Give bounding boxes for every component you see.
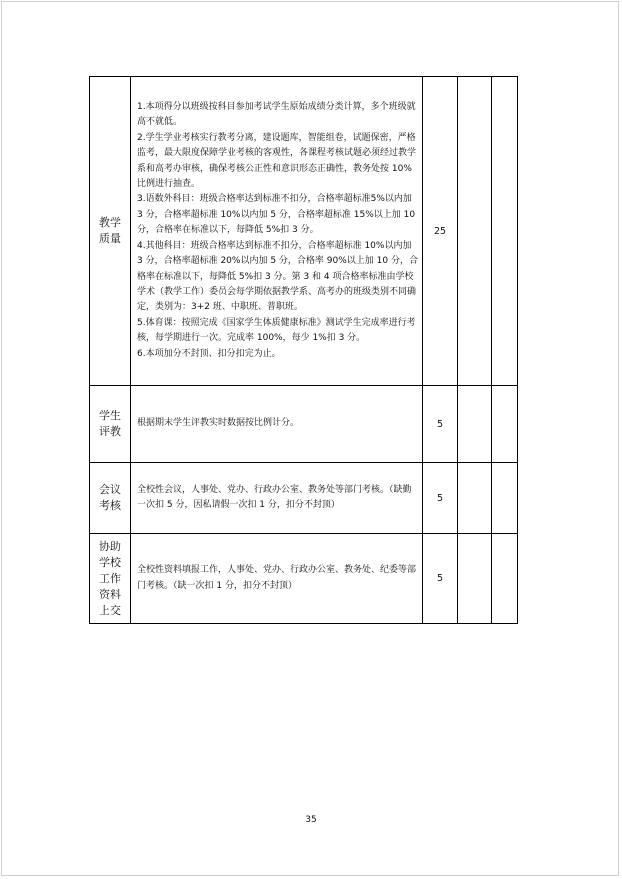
category-text: 会议 — [99, 483, 121, 496]
category-cell — [90, 534, 131, 624]
category-text: 上交 — [99, 603, 121, 617]
category-cell — [90, 77, 131, 386]
criteria-cell — [131, 463, 423, 534]
empty-cell — [458, 463, 492, 534]
category-text: 考核 — [99, 499, 121, 512]
category-text: 质量 — [99, 232, 121, 245]
score-cell: 25 — [423, 77, 458, 386]
criteria-cell — [131, 534, 423, 624]
assessment-table — [89, 76, 518, 624]
criteria-item: 4.其他科目：班级合格率达到标准不扣分，合格率超标准 10%以内加 3 分，合格率超标准 20%以内加 5 分，合格率 90%以上加 10 分，合格率在标准以下，每降低 5%扣 3 分。第 3 和 4 项合格率标准由学校学术（教学工作）委员会每学期依据教学系、高考办的班级类别不同确定，类别为：3+2 班、中职班、普职班。 — [137, 240, 418, 313]
criteria-item: 6.本项加分不封顶、扣分扣完为止。 — [137, 348, 281, 359]
criteria-cell — [131, 77, 423, 386]
criteria-item: 5.体育课：按照完成《国家学生体质健康标准》测试学生完成率进行考核，每学期进行一次。完成率 100%，每少 1%扣 3 分。 — [137, 317, 416, 344]
empty-cell — [492, 534, 518, 624]
page-number: 35 — [305, 815, 317, 825]
category-text: 学生 — [99, 409, 121, 422]
criteria-item: 2.学生学业考核实行教考分离，建设题库，智能组卷，试题保密，严格监考，最大限度保障学业考核的客观性，各课程考核试题必须经过教学系和高考办审核，确保考核公正性和意识形态正确性，教务处按 10%比例进行抽查。 — [137, 132, 417, 190]
criteria-cell — [131, 386, 423, 463]
empty-cell — [458, 534, 492, 624]
table-row — [90, 463, 518, 534]
criteria-item: 1.本项得分以班级按科目参加考试学生原始成绩分类计算，多个班级就高不就低。 — [137, 102, 416, 128]
criteria-item: 全校性资料填报工作，人事处、党办、行政办公室、教务处、纪委等部门考核。（缺一次扣 1 分，扣分不封顶） — [137, 565, 417, 591]
score-cell: 5 — [423, 534, 458, 624]
criteria-item: 全校性会议，人事处、党办、行政办公室、教务处等部门考核。（缺勤一次扣 5 分，因私请假一次扣 1 分，扣分不封顶） — [137, 484, 412, 510]
category-text: 协助 — [99, 539, 121, 553]
category-text: 资料 — [99, 587, 121, 601]
empty-cell — [458, 386, 492, 463]
table-row — [90, 77, 518, 386]
category-text: 教学 — [99, 216, 121, 229]
category-text: 学校 — [99, 555, 121, 569]
category-text: 工作 — [99, 571, 121, 585]
score-cell: 5 — [423, 386, 458, 463]
empty-cell — [458, 77, 492, 386]
category-cell — [90, 463, 131, 534]
empty-cell — [492, 386, 518, 463]
score-cell: 5 — [423, 463, 458, 534]
table-row — [90, 386, 518, 463]
category-text: 评教 — [99, 425, 121, 438]
criteria-item: 3.语数外科目：班级合格率达到标准不扣分，合格率超标准5%以内加 3 分，合格率超标准 10%以内加 5 分，合格率超标准 15%以上加 10 分，合格率在标准以下，每降低 5%扣 3 分。 — [137, 194, 416, 236]
table-row — [90, 534, 518, 624]
empty-cell — [492, 463, 518, 534]
empty-cell — [492, 77, 518, 386]
criteria-item: 根据期末学生评教实时数据按比例计分。 — [137, 418, 300, 429]
category-cell — [90, 386, 131, 463]
